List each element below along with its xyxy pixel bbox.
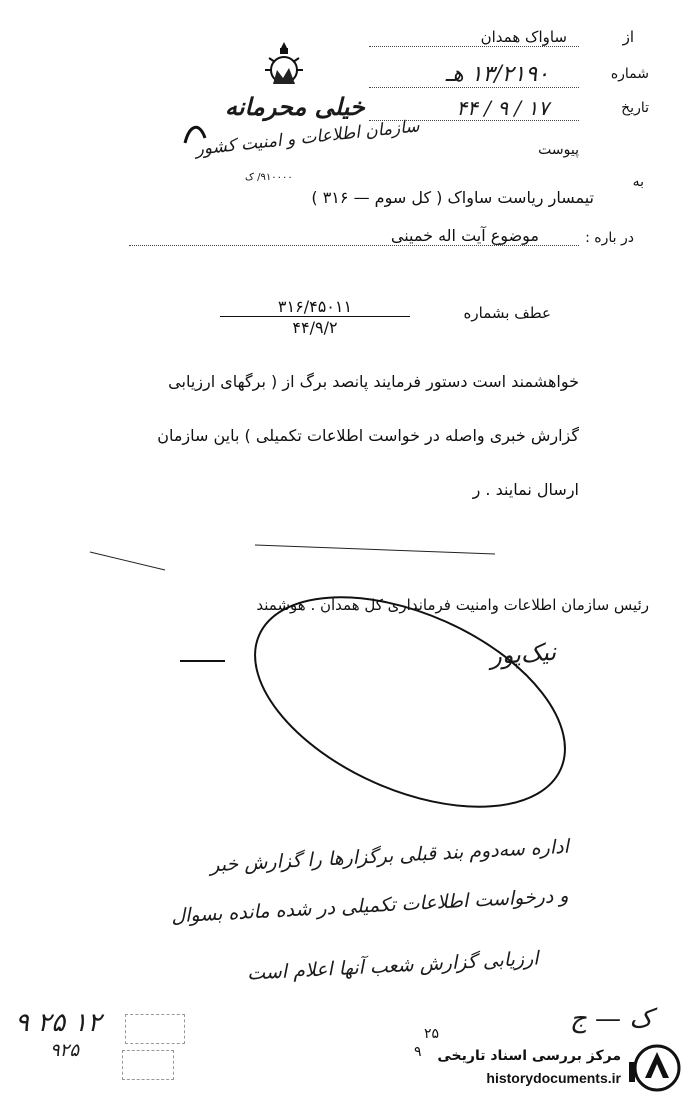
number-value: ۱۳/۲۱۹۰ هـ xyxy=(369,62,579,88)
signature-dash xyxy=(180,660,225,662)
handwritten-note-line-3: ارزیابی گزارش شعب آنها اعلام است xyxy=(246,947,540,985)
handwritten-signature: نیک‌پور xyxy=(489,637,557,671)
body-line-3: ارسال نمایند . ر xyxy=(472,480,579,499)
margin-numbers-2: ۹۲۵ xyxy=(50,1040,80,1061)
office-code: ۹۱۰۰۰۰/ ک xyxy=(245,172,293,183)
org-line: سازمان اطلاعات و امنیت کشور xyxy=(194,116,421,160)
from-label: از xyxy=(622,28,634,46)
pen-stroke xyxy=(85,540,505,584)
from-value: ساواک همدان xyxy=(369,28,579,47)
signatory-title: رئیس سازمان اطلاعات وامنیت فرمانداری کل همدان . هوشمند xyxy=(256,596,649,614)
to-label: به xyxy=(632,174,644,190)
subject-row xyxy=(129,226,634,246)
subject-label: در باره : xyxy=(585,230,634,246)
bottom-number-2: ۹ xyxy=(414,1044,422,1060)
reference-date: ۴۴/۹/۲ xyxy=(292,318,338,337)
handwritten-initials: ک — ج xyxy=(570,1004,653,1034)
handwritten-note-line-1: اداره سه‌دوم بند قبلی برگزارها را گزارش خبر xyxy=(209,835,570,877)
number-label: شماره xyxy=(610,66,649,82)
classification-stamp: خیلی محرمانه xyxy=(225,92,365,121)
watermark xyxy=(428,1042,693,1094)
date-value: ۱۷ / ۹ / ۴۴ xyxy=(369,96,579,121)
body-line-2: گزارش خبری واصله در خواست اطلاعات تکمیلی ) باین سازمان xyxy=(157,426,579,445)
watermark-url: historydocuments.ir xyxy=(486,1070,621,1086)
handwritten-mark-icon xyxy=(180,118,210,152)
from-row xyxy=(369,28,634,47)
bottom-number: ۲۵ xyxy=(424,1026,440,1042)
date-label: تاریخ xyxy=(621,100,649,116)
body-line-1: خواهشمند است دستور فرمایند پانصد برگ از ( برگهای ارزیابی xyxy=(168,372,579,391)
center-logo-icon xyxy=(627,1042,687,1098)
reference-label: عطف بشماره xyxy=(463,304,551,322)
archive-stamp-box-2 xyxy=(122,1050,174,1080)
number-row xyxy=(369,62,649,88)
reference-number: ۳۱۶/۴۵۰۱۱ xyxy=(220,297,410,317)
handwritten-note-line-2: و درخواست اطلاعات تکمیلی در شده مانده بسوال xyxy=(171,884,570,928)
to-value: تیمسار ریاست ساواک ( کل سوم — ۳۱۶ ) xyxy=(311,188,594,207)
oval-stamp xyxy=(235,592,585,816)
subject-value: موضوع آیت اله خمینی xyxy=(129,226,579,246)
watermark-name: مرکز بررسی اسناد تاریخی xyxy=(437,1048,621,1064)
archive-stamp-box xyxy=(125,1014,185,1044)
attachment-label: پیوست xyxy=(538,142,579,158)
margin-numbers: ۹ ۲۵ ۱۲ xyxy=(15,1008,102,1038)
to-row xyxy=(174,174,644,207)
